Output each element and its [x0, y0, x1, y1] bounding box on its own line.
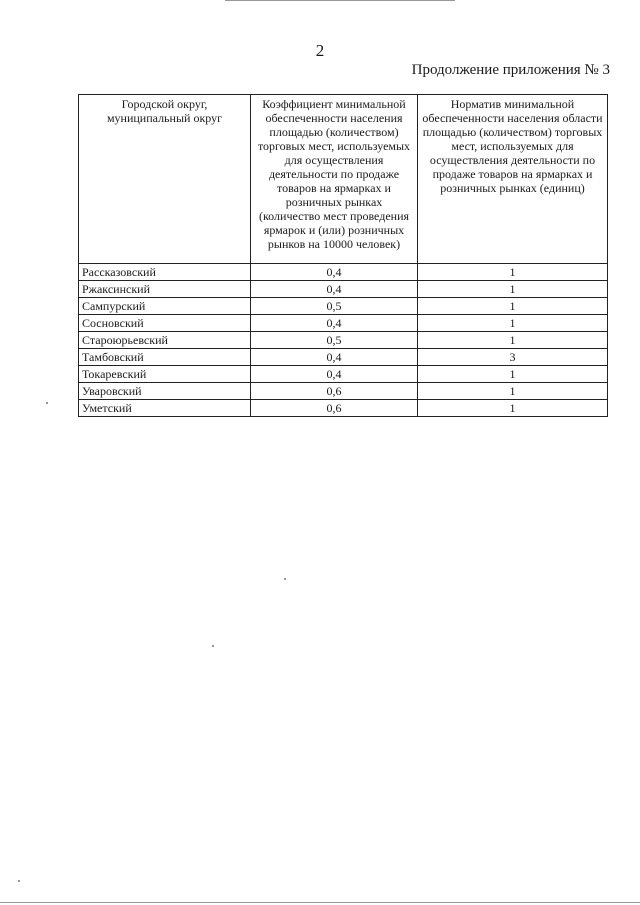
coefficient-value: 0,5 — [251, 298, 418, 315]
district-name: Ржаксинский — [79, 281, 251, 298]
table-row — [79, 315, 608, 332]
district-name: Рассказовский — [79, 264, 251, 281]
district-name: Сампурский — [79, 298, 251, 315]
table-row — [79, 332, 608, 349]
norm-value: 1 — [418, 264, 608, 281]
coefficient-value: 0,4 — [251, 349, 418, 366]
norm-value: 1 — [418, 298, 608, 315]
district-name: Тамбовский — [79, 349, 251, 366]
scan-speck — [284, 578, 286, 580]
norm-value: 1 — [418, 383, 608, 400]
district-name: Уметский — [79, 400, 251, 417]
table-row — [79, 264, 608, 281]
header-district: Городской округ, муниципальный округ — [79, 95, 251, 264]
scan-speck — [46, 402, 48, 404]
table-row — [79, 298, 608, 315]
coefficient-value: 0,6 — [251, 383, 418, 400]
scan-edge-top — [225, 0, 455, 1]
table-row — [79, 349, 608, 366]
norm-value: 1 — [418, 332, 608, 349]
scan-speck — [18, 880, 20, 882]
table-header-row — [79, 95, 608, 264]
norm-value: 1 — [418, 366, 608, 383]
coefficient-value: 0,4 — [251, 264, 418, 281]
scan-speck — [212, 645, 214, 647]
district-name: Уваровский — [79, 383, 251, 400]
coefficient-value: 0,6 — [251, 400, 418, 417]
table-row — [79, 366, 608, 383]
norm-value: 1 — [418, 281, 608, 298]
district-name: Токаревский — [79, 366, 251, 383]
coefficient-value: 0,5 — [251, 332, 418, 349]
table-row — [79, 281, 608, 298]
table-row — [79, 400, 608, 417]
norms-table — [78, 94, 608, 417]
norm-value: 1 — [418, 315, 608, 332]
header-norm: Норматив минимальной обеспеченности населения области площадью (количеством) торговых мест, используемых для осуществления деятельности по продаже товаров на ярмарках и розничных рынках (единиц) — [418, 95, 608, 264]
page-number: 2 — [315, 41, 325, 60]
norm-value: 1 — [418, 400, 608, 417]
coefficient-value: 0,4 — [251, 281, 418, 298]
coefficient-value: 0,4 — [251, 315, 418, 332]
norm-value: 3 — [418, 349, 608, 366]
district-name: Староюрьевский — [79, 332, 251, 349]
coefficient-value: 0,4 — [251, 366, 418, 383]
continuation-title: Продолжение приложения № 3 — [411, 62, 610, 78]
table-row — [79, 383, 608, 400]
district-name: Сосновский — [79, 315, 251, 332]
scan-edge-bottom — [0, 902, 640, 903]
header-coefficient: Коэффициент минимальной обеспеченности населения площадью (количеством) торговых мест, используемых для осуществления деятельности по продаже товаров на ярмарках и розничных рынках (количество мест проведения ярмарок и (или) розничных рынков на 10000 человек) — [251, 95, 418, 264]
